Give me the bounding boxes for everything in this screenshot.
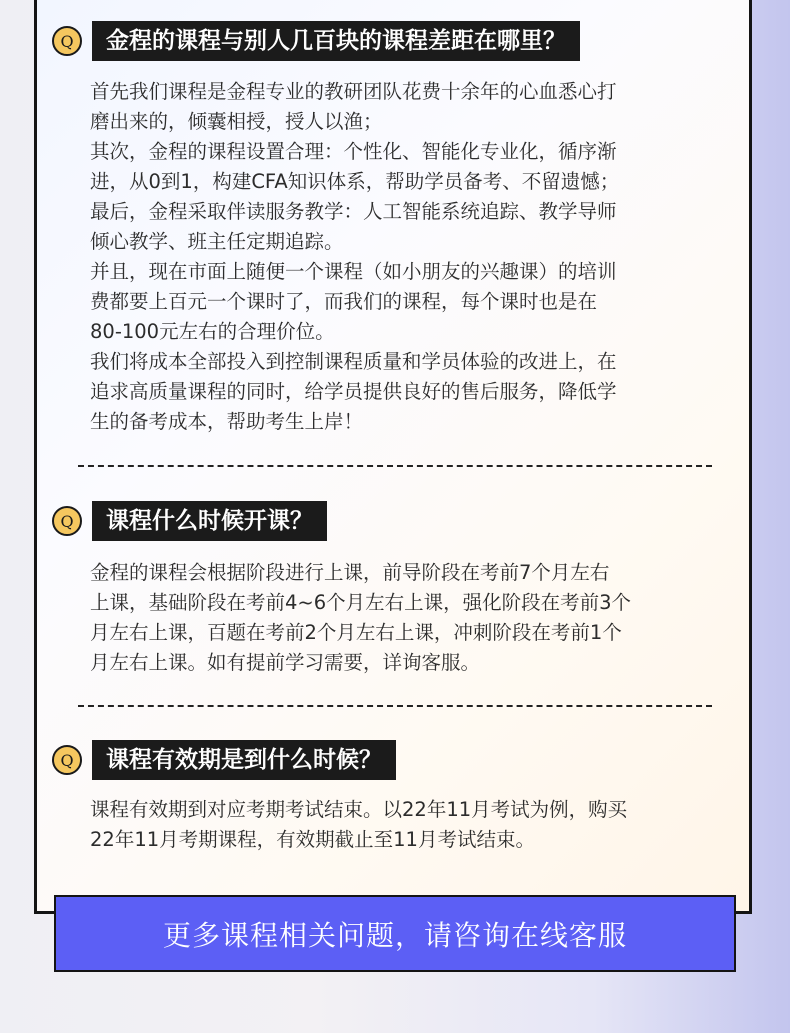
- faq-question-title: 课程什么时候开课？: [92, 501, 327, 541]
- answer-line: 磨出来的，倾囊相授，授人以渔；: [90, 110, 383, 133]
- faq-question-1: [52, 21, 580, 61]
- faq-question-title: 金程的课程与别人几百块的课程差距在哪里？: [92, 21, 580, 61]
- section-divider: [78, 705, 712, 707]
- faq-answer-1: [90, 77, 695, 437]
- answer-line: 月左右上课。如有提前学习需要，详询客服。: [90, 651, 481, 674]
- faq-answer-2: [90, 558, 695, 678]
- faq-question-3: [52, 740, 396, 780]
- question-badge-icon: Q: [52, 506, 82, 536]
- answer-line: 22年11月考期课程，有效期截止至11月考试结束。: [90, 828, 535, 851]
- answer-line: 并且，现在市面上随便一个课程（如小朋友的兴趣课）的培训: [90, 260, 617, 283]
- answer-line: 80-100元左右的合理价位。: [90, 320, 335, 343]
- faq-question-title: 课程有效期是到什么时候？: [92, 740, 396, 780]
- answer-line: 月左右上课，百题在考前2个月左右上课，冲刺阶段在考前1个: [90, 621, 622, 644]
- faq-question-2: [52, 501, 327, 541]
- section-divider: [78, 465, 712, 467]
- faq-answer-3: [90, 795, 695, 855]
- question-badge-icon: Q: [52, 745, 82, 775]
- answer-line: 课程有效期到对应考期考试结束。以22年11月考试为例，购买: [90, 798, 628, 821]
- answer-line: 金程的课程会根据阶段进行上课，前导阶段在考前7个月左右: [90, 561, 610, 584]
- answer-line: 费都要上百元一个课时了，而我们的课程，每个课时也是在: [90, 290, 598, 313]
- question-badge-icon: Q: [52, 26, 82, 56]
- answer-line: 最后，金程采取伴读服务教学：人工智能系统追踪、教学导师: [90, 200, 617, 223]
- answer-line: 首先我们课程是金程专业的教研团队花费十余年的心血悉心打: [90, 80, 617, 103]
- answer-line: 上课，基础阶段在考前4~6个月左右上课，强化阶段在考前3个: [90, 591, 632, 614]
- answer-line: 追求高质量课程的同时，给学员提供良好的售后服务，降低学: [90, 380, 617, 403]
- answer-line: 倾心教学、班主任定期追踪。: [90, 230, 344, 253]
- answer-line: 我们将成本全部投入到控制课程质量和学员体验的改进上，在: [90, 350, 617, 373]
- answer-line: 生的备考成本，帮助考生上岸！: [90, 410, 364, 433]
- answer-line: 进，从0到1，构建CFA知识体系，帮助学员备考、不留遗憾；: [90, 170, 620, 193]
- answer-line: 其次，金程的课程设置合理：个性化、智能化专业化，循序渐: [90, 140, 617, 163]
- contact-support-button[interactable]: 更多课程相关问题，请咨询在线客服: [54, 895, 736, 972]
